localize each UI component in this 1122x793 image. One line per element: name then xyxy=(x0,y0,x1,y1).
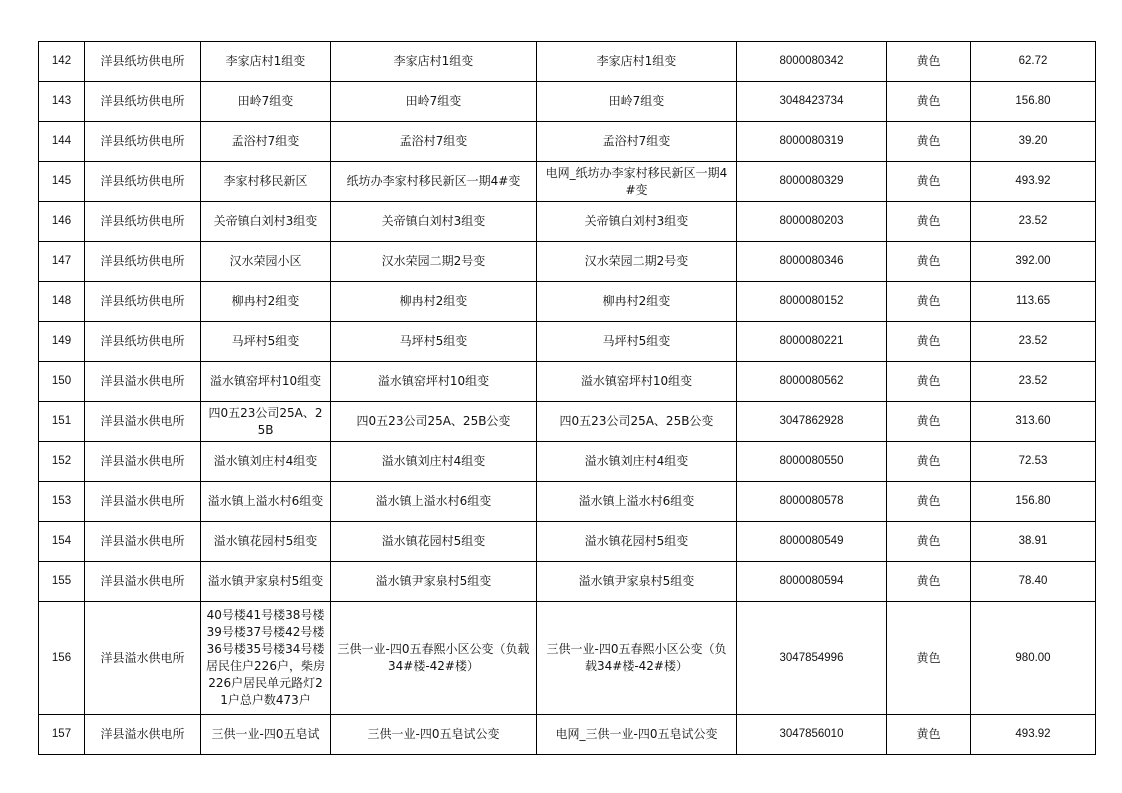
cell-area-name: 李家村移民新区 xyxy=(201,162,331,202)
cell-area-name: 溢水镇刘庄村4组变 xyxy=(201,442,331,482)
cell-transformer-name: 溢水镇花园村5组变 xyxy=(331,522,537,562)
table-row xyxy=(39,42,1096,82)
cell-warning-level: 黄色 xyxy=(887,402,971,442)
cell-value: 313.60 xyxy=(971,402,1096,442)
cell-supply-unit: 洋县纸坊供电所 xyxy=(85,122,201,162)
cell-value: 156.80 xyxy=(971,482,1096,522)
cell-transformer-name: 四0五23公司25A、25B公变 xyxy=(331,402,537,442)
cell-row-number: 147 xyxy=(39,242,85,282)
cell-warning-level: 黄色 xyxy=(887,322,971,362)
cell-row-number: 151 xyxy=(39,402,85,442)
cell-supply-unit: 洋县纸坊供电所 xyxy=(85,82,201,122)
cell-value: 493.92 xyxy=(971,162,1096,202)
table-row xyxy=(39,715,1096,755)
cell-area-name: 溢水镇上溢水村6组变 xyxy=(201,482,331,522)
cell-transformer-name: 溢水镇窑坪村10组变 xyxy=(331,362,537,402)
cell-area-name: 三供一业-四0五皂试 xyxy=(201,715,331,755)
data-table xyxy=(38,41,1096,755)
cell-grid-transformer-name: 柳冉村2组变 xyxy=(537,282,737,322)
cell-row-number: 142 xyxy=(39,42,85,82)
cell-warning-level: 黄色 xyxy=(887,42,971,82)
cell-transformer-name: 三供一业-四0五春熙小区公变（负载34#楼-42#楼） xyxy=(331,602,537,715)
cell-value: 23.52 xyxy=(971,322,1096,362)
cell-row-number: 153 xyxy=(39,482,85,522)
cell-row-number: 143 xyxy=(39,82,85,122)
cell-transformer-code: 8000080203 xyxy=(737,202,887,242)
cell-grid-transformer-name: 溢水镇上溢水村6组变 xyxy=(537,482,737,522)
cell-supply-unit: 洋县溢水供电所 xyxy=(85,715,201,755)
table-row xyxy=(39,602,1096,715)
cell-transformer-code: 3047854996 xyxy=(737,602,887,715)
cell-area-name: 40号楼41号楼38号楼39号楼37号楼42号楼36号楼35号楼34号楼居民住户226户，柴房226户居民单元路灯21户总户数473户 xyxy=(201,602,331,715)
cell-transformer-name: 孟浴村7组变 xyxy=(331,122,537,162)
cell-area-name: 柳冉村2组变 xyxy=(201,282,331,322)
cell-transformer-code: 8000080346 xyxy=(737,242,887,282)
cell-row-number: 145 xyxy=(39,162,85,202)
cell-value: 78.40 xyxy=(971,562,1096,602)
cell-grid-transformer-name: 四0五23公司25A、25B公变 xyxy=(537,402,737,442)
cell-warning-level: 黄色 xyxy=(887,522,971,562)
cell-warning-level: 黄色 xyxy=(887,482,971,522)
cell-transformer-name: 李家店村1组变 xyxy=(331,42,537,82)
cell-row-number: 150 xyxy=(39,362,85,402)
cell-area-name: 汉水荣园小区 xyxy=(201,242,331,282)
cell-grid-transformer-name: 马坪村5组变 xyxy=(537,322,737,362)
cell-area-name: 孟浴村7组变 xyxy=(201,122,331,162)
cell-grid-transformer-name: 电网_三供一业-四0五皂试公变 xyxy=(537,715,737,755)
cell-area-name: 田岭7组变 xyxy=(201,82,331,122)
cell-warning-level: 黄色 xyxy=(887,82,971,122)
cell-row-number: 149 xyxy=(39,322,85,362)
cell-supply-unit: 洋县纸坊供电所 xyxy=(85,202,201,242)
cell-area-name: 李家店村1组变 xyxy=(201,42,331,82)
table-row xyxy=(39,562,1096,602)
cell-area-name: 溢水镇窑坪村10组变 xyxy=(201,362,331,402)
cell-grid-transformer-name: 电网_纸坊办李家村移民新区一期4#变 xyxy=(537,162,737,202)
cell-warning-level: 黄色 xyxy=(887,242,971,282)
cell-transformer-name: 溢水镇尹家泉村5组变 xyxy=(331,562,537,602)
cell-warning-level: 黄色 xyxy=(887,122,971,162)
cell-value: 113.65 xyxy=(971,282,1096,322)
cell-supply-unit: 洋县纸坊供电所 xyxy=(85,42,201,82)
cell-transformer-name: 柳冉村2组变 xyxy=(331,282,537,322)
cell-transformer-code: 8000080329 xyxy=(737,162,887,202)
cell-transformer-name: 纸坊办李家村移民新区一期4#变 xyxy=(331,162,537,202)
table-row xyxy=(39,122,1096,162)
cell-transformer-name: 田岭7组变 xyxy=(331,82,537,122)
table-row xyxy=(39,202,1096,242)
cell-value: 72.53 xyxy=(971,442,1096,482)
cell-supply-unit: 洋县溢水供电所 xyxy=(85,482,201,522)
cell-supply-unit: 洋县溢水供电所 xyxy=(85,362,201,402)
cell-area-name: 四0五23公司25A、25B xyxy=(201,402,331,442)
cell-warning-level: 黄色 xyxy=(887,282,971,322)
table-row xyxy=(39,162,1096,202)
cell-supply-unit: 洋县溢水供电所 xyxy=(85,522,201,562)
cell-transformer-code: 3047862928 xyxy=(737,402,887,442)
cell-warning-level: 黄色 xyxy=(887,162,971,202)
cell-row-number: 155 xyxy=(39,562,85,602)
cell-grid-transformer-name: 三供一业-四0五春熙小区公变（负载34#楼-42#楼） xyxy=(537,602,737,715)
cell-value: 392.00 xyxy=(971,242,1096,282)
cell-transformer-code: 8000080550 xyxy=(737,442,887,482)
cell-row-number: 144 xyxy=(39,122,85,162)
cell-supply-unit: 洋县溢水供电所 xyxy=(85,402,201,442)
cell-value: 493.92 xyxy=(971,715,1096,755)
cell-value: 23.52 xyxy=(971,202,1096,242)
cell-supply-unit: 洋县纸坊供电所 xyxy=(85,162,201,202)
cell-value: 39.20 xyxy=(971,122,1096,162)
cell-row-number: 157 xyxy=(39,715,85,755)
cell-supply-unit: 洋县溢水供电所 xyxy=(85,602,201,715)
cell-transformer-code: 3047856010 xyxy=(737,715,887,755)
table-row xyxy=(39,442,1096,482)
cell-transformer-code: 8000080594 xyxy=(737,562,887,602)
table-row xyxy=(39,482,1096,522)
cell-warning-level: 黄色 xyxy=(887,602,971,715)
cell-grid-transformer-name: 孟浴村7组变 xyxy=(537,122,737,162)
cell-warning-level: 黄色 xyxy=(887,202,971,242)
cell-supply-unit: 洋县溢水供电所 xyxy=(85,562,201,602)
cell-warning-level: 黄色 xyxy=(887,562,971,602)
cell-value: 156.80 xyxy=(971,82,1096,122)
cell-value: 38.91 xyxy=(971,522,1096,562)
cell-transformer-name: 溢水镇上溢水村6组变 xyxy=(331,482,537,522)
cell-row-number: 152 xyxy=(39,442,85,482)
cell-warning-level: 黄色 xyxy=(887,715,971,755)
cell-transformer-name: 溢水镇刘庄村4组变 xyxy=(331,442,537,482)
cell-area-name: 溢水镇尹家泉村5组变 xyxy=(201,562,331,602)
cell-transformer-name: 马坪村5组变 xyxy=(331,322,537,362)
cell-row-number: 156 xyxy=(39,602,85,715)
table-row xyxy=(39,522,1096,562)
table-row xyxy=(39,282,1096,322)
cell-transformer-code: 8000080152 xyxy=(737,282,887,322)
cell-grid-transformer-name: 李家店村1组变 xyxy=(537,42,737,82)
cell-row-number: 146 xyxy=(39,202,85,242)
cell-grid-transformer-name: 汉水荣园二期2号变 xyxy=(537,242,737,282)
table-row xyxy=(39,82,1096,122)
table-body xyxy=(39,42,1096,755)
cell-area-name: 关帝镇白刘村3组变 xyxy=(201,202,331,242)
cell-transformer-code: 3048423734 xyxy=(737,82,887,122)
cell-supply-unit: 洋县溢水供电所 xyxy=(85,442,201,482)
table-row xyxy=(39,242,1096,282)
cell-transformer-code: 8000080221 xyxy=(737,322,887,362)
cell-value: 980.00 xyxy=(971,602,1096,715)
table-row xyxy=(39,402,1096,442)
table-row xyxy=(39,322,1096,362)
cell-transformer-code: 8000080342 xyxy=(737,42,887,82)
cell-area-name: 溢水镇花园村5组变 xyxy=(201,522,331,562)
cell-row-number: 148 xyxy=(39,282,85,322)
cell-transformer-code: 8000080578 xyxy=(737,482,887,522)
cell-row-number: 154 xyxy=(39,522,85,562)
cell-supply-unit: 洋县纸坊供电所 xyxy=(85,242,201,282)
cell-transformer-code: 8000080562 xyxy=(737,362,887,402)
cell-grid-transformer-name: 田岭7组变 xyxy=(537,82,737,122)
cell-grid-transformer-name: 溢水镇尹家泉村5组变 xyxy=(537,562,737,602)
cell-value: 62.72 xyxy=(971,42,1096,82)
cell-area-name: 马坪村5组变 xyxy=(201,322,331,362)
cell-warning-level: 黄色 xyxy=(887,442,971,482)
cell-grid-transformer-name: 溢水镇刘庄村4组变 xyxy=(537,442,737,482)
cell-transformer-name: 三供一业-四0五皂试公变 xyxy=(331,715,537,755)
cell-transformer-code: 8000080319 xyxy=(737,122,887,162)
cell-transformer-name: 关帝镇白刘村3组变 xyxy=(331,202,537,242)
cell-grid-transformer-name: 溢水镇窑坪村10组变 xyxy=(537,362,737,402)
cell-grid-transformer-name: 关帝镇白刘村3组变 xyxy=(537,202,737,242)
cell-supply-unit: 洋县纸坊供电所 xyxy=(85,282,201,322)
cell-value: 23.52 xyxy=(971,362,1096,402)
cell-transformer-name: 汉水荣园二期2号变 xyxy=(331,242,537,282)
cell-transformer-code: 8000080549 xyxy=(737,522,887,562)
table-row xyxy=(39,362,1096,402)
cell-warning-level: 黄色 xyxy=(887,362,971,402)
cell-supply-unit: 洋县纸坊供电所 xyxy=(85,322,201,362)
cell-grid-transformer-name: 溢水镇花园村5组变 xyxy=(537,522,737,562)
